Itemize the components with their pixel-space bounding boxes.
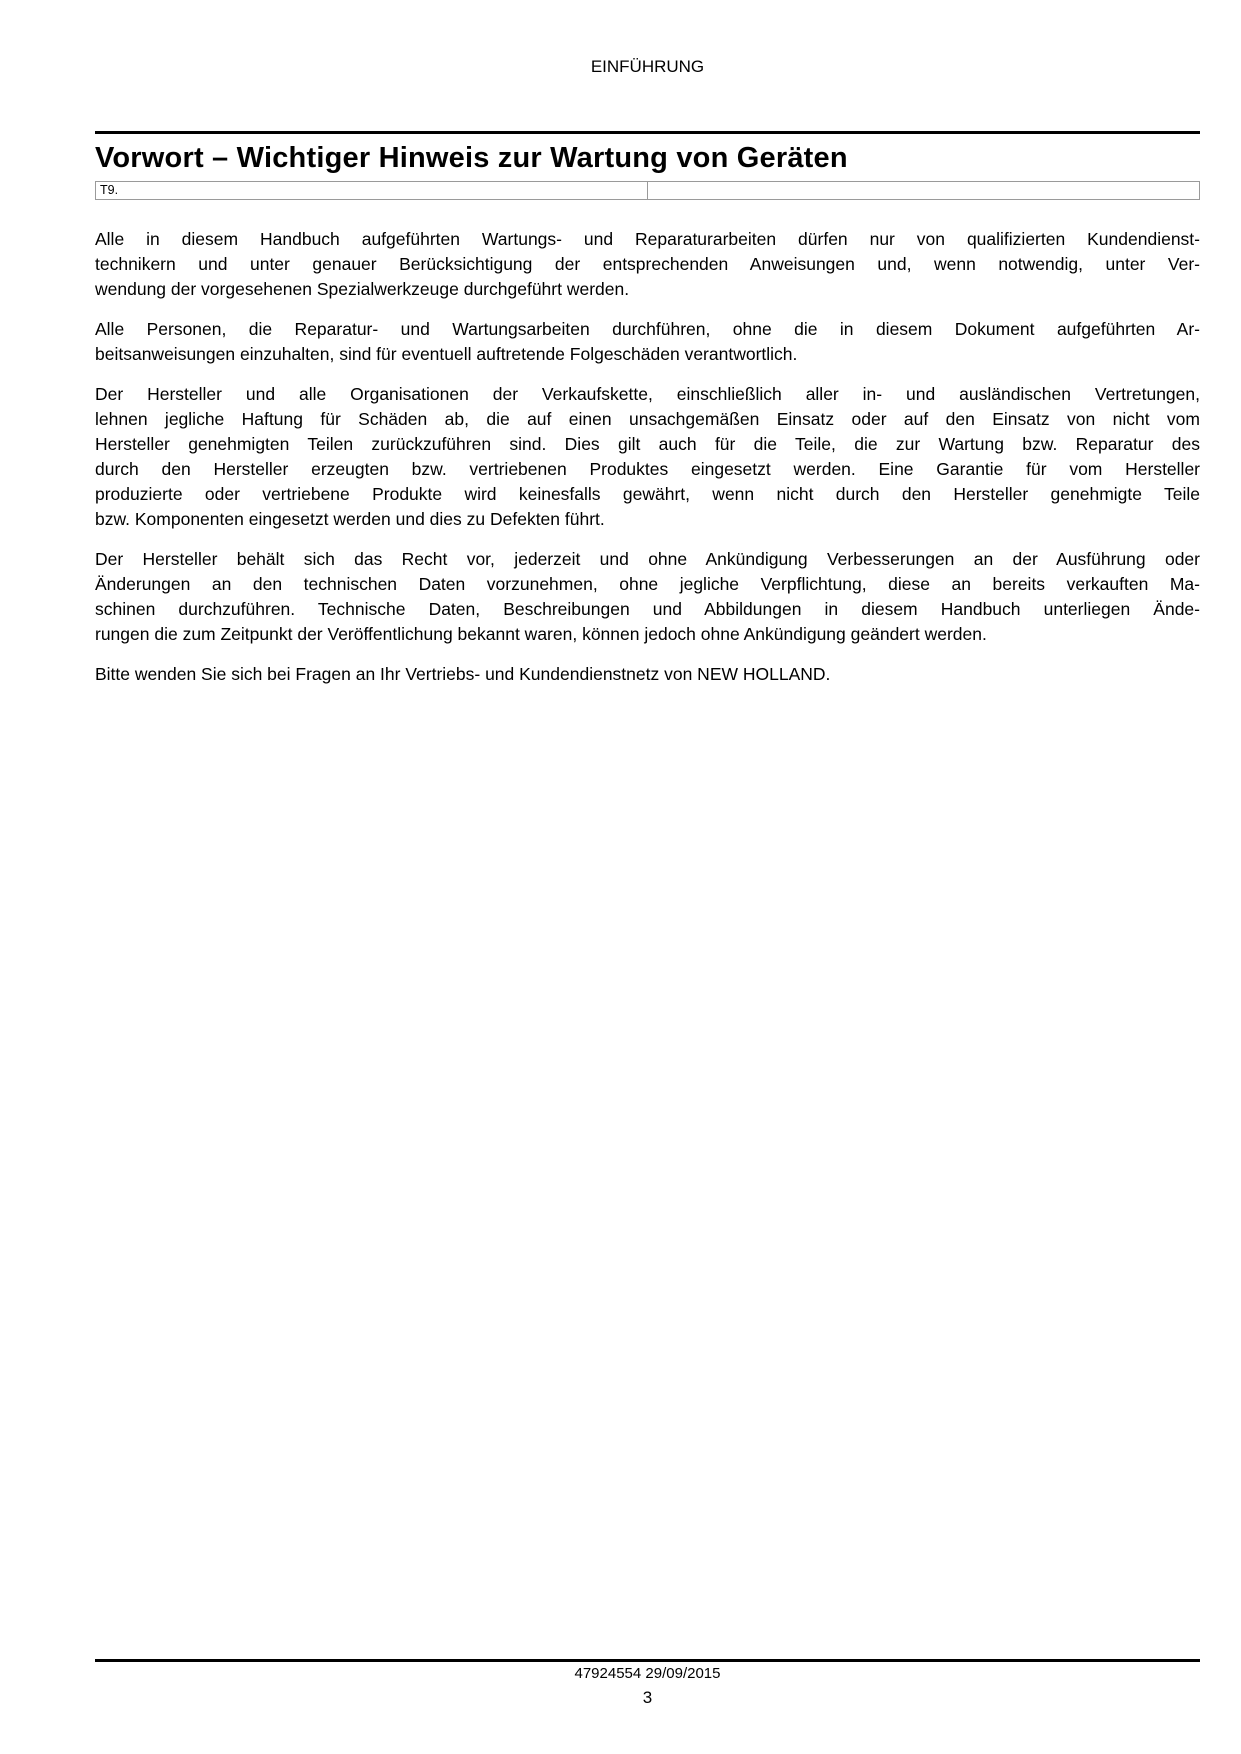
body-paragraph xyxy=(95,547,1200,647)
text-line: beitsanweisungen einzuhalten, sind für eventuell auftretende Folgeschäden verantwortlich. xyxy=(95,344,798,364)
text-line: durch den Hersteller erzeugten bzw. vertriebenen Produktes eingesetzt werden. Eine Garantie für vom Hersteller xyxy=(95,459,1200,479)
text-line: Der Hersteller und alle Organisationen der Verkaufskette, einschließlich aller in- und ausländischen Vertretungen, xyxy=(95,384,1200,404)
running-header: EINFÜHRUNG xyxy=(590,57,705,76)
text-line: Hersteller genehmigten Teilen zurückzuführen sind. Dies gilt auch für die Teile, die zur Wartung bzw. Reparatur des xyxy=(95,434,1200,454)
text-line: produzierte oder vertriebene Produkte wird keinesfalls gewährt, wenn nicht durch den Hersteller genehmigte Teile xyxy=(95,484,1200,504)
page-title: Vorwort – Wichtiger Hinweis zur Wartung von Geräten xyxy=(95,142,848,174)
title-rule xyxy=(95,131,1200,134)
text-line: Der Hersteller behält sich das Recht vor, jederzeit und ohne Ankündigung Verbesserungen an der Ausführung oder xyxy=(95,549,1200,569)
body-paragraph xyxy=(95,382,1200,532)
text-line: wendung der vorgesehenen Spezialwerkzeuge durchgeführt werden. xyxy=(95,279,630,299)
text-line: Alle Personen, die Reparatur- und Wartungsarbeiten durchführen, ohne die in diesem Dokument aufgeführten Ar- xyxy=(95,319,1200,339)
body-paragraph xyxy=(95,227,1200,302)
text-line: rungen die zum Zeitpunkt der Veröffentlichung bekannt waren, können jedoch ohne Ankündigung geändert werden. xyxy=(95,624,987,644)
note-tag-empty-cell xyxy=(648,182,1200,199)
text-line: Alle in diesem Handbuch aufgeführten Wartungs- und Reparaturarbeiten dürfen nur von qualifizierten Kundendienst- xyxy=(95,229,1200,249)
text-line: Bitte wenden Sie sich bei Fragen an Ihr Vertriebs- und Kundendienstnetz von NEW HOLLAND. xyxy=(95,664,831,684)
body-paragraph xyxy=(95,317,1200,367)
text-line: Änderungen an den technischen Daten vorzunehmen, ohne jegliche Verpflichtung, diese an bereits verkauften Ma- xyxy=(95,574,1200,594)
note-tag: T9. xyxy=(96,182,648,199)
footer-doc-ref: 47924554 29/09/2015 xyxy=(574,1665,721,1682)
note-tag-box xyxy=(95,181,1200,200)
body-paragraph xyxy=(95,662,1200,687)
body-text xyxy=(95,227,1200,702)
text-line: bzw. Komponenten eingesetzt werden und dies zu Defekten führt. xyxy=(95,509,605,529)
text-line: schinen durchzuführen. Technische Daten, Beschreibungen und Abbildungen in diesem Handbuch unterliegen Ände- xyxy=(95,599,1200,619)
text-line: technikern und unter genauer Berücksichtigung der entsprechenden Anweisungen und, wenn notwendig, unter Ver- xyxy=(95,254,1200,274)
footer-rule xyxy=(95,1659,1200,1662)
footer-page-number: 3 xyxy=(642,1688,653,1707)
text-line: lehnen jegliche Haftung für Schäden ab, die auf einen unsachgemäßen Einsatz oder auf den Einsatz von nicht vom xyxy=(95,409,1200,429)
